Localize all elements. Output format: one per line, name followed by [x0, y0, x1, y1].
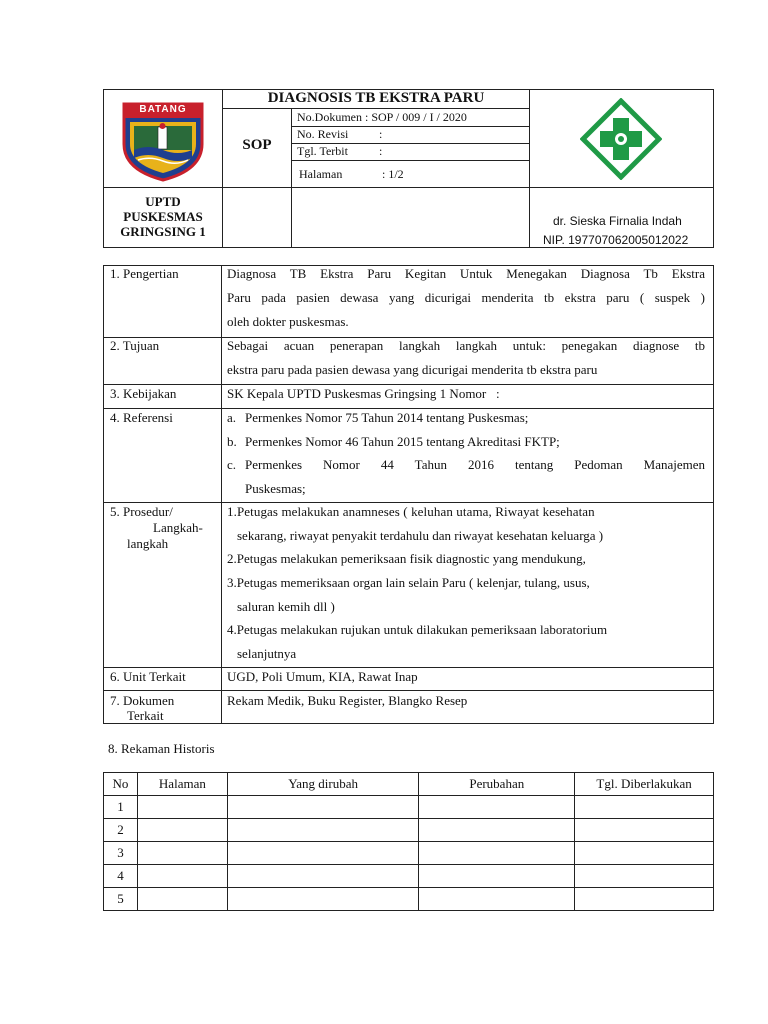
- batang-logo: [120, 100, 206, 182]
- cell: [227, 842, 419, 865]
- cell: [575, 796, 714, 819]
- step-line: 4.Petugas melakukan rujukan untuk dilakukan pemeriksaan laboratorium: [227, 622, 608, 637]
- header-yang-dirubah: Yang dirubah: [227, 773, 419, 796]
- cell: [575, 842, 714, 865]
- row-number: 1: [104, 796, 138, 819]
- cell: [575, 819, 714, 842]
- paragraph-line: oleh dokter puskesmas.: [227, 314, 349, 329]
- paragraph-line: Sebagai acuan penerapan langkah langkah untuk: penegakan diagnose tb: [227, 338, 705, 353]
- cell: [137, 888, 227, 911]
- list-item: Permenkes Nomor 46 Tahun 2015 tentang Akreditasi FKTP;: [245, 434, 560, 449]
- step-line: selanjutnya: [237, 646, 297, 661]
- cell: [227, 819, 419, 842]
- header-tgl-diberlakukan: Tgl. Diberlakukan: [575, 773, 714, 796]
- table-row: [104, 796, 714, 819]
- row-number: 5: [104, 888, 138, 911]
- step-line: 1.Petugas melakukan anamneses ( keluhan utama, Riwayat kesehatan: [227, 504, 595, 519]
- no-revisi-value: :: [379, 127, 383, 141]
- list-marker: c.: [227, 457, 237, 472]
- no-dokumen: No.Dokumen : SOP / 009 / I / 2020: [297, 110, 467, 124]
- cell: [419, 865, 575, 888]
- section-label: 3. Kebijakan: [110, 386, 177, 401]
- list-item: Permenkes Nomor 75 Tahun 2014 tentang Puskesmas;: [245, 410, 529, 425]
- cell: [137, 865, 227, 888]
- paragraph-line: Diagnosa TB Ekstra Paru Kegitan Untuk Menegakan Diagnosa Tb Ekstra: [227, 266, 705, 281]
- paragraph-line: Paru pada pasien dewasa yang dicurigai menderita tb ekstra paru ( suspek ): [227, 290, 705, 305]
- org-line-1: UPTD: [145, 194, 181, 209]
- list-item: Permenkes Nomor 44 Tahun 2016 tentang Pedoman Manajemen: [245, 457, 705, 472]
- kebijakan-text: SK Kepala UPTD Puskesmas Gringsing 1 Nomor :: [227, 386, 500, 401]
- cell: [575, 865, 714, 888]
- history-table: [103, 772, 714, 911]
- halaman-label: Halaman: [299, 167, 343, 181]
- tgl-terbit-label: Tgl. Terbit: [297, 144, 348, 158]
- row-number: 4: [104, 865, 138, 888]
- cell: [227, 865, 419, 888]
- cell: [227, 888, 419, 911]
- cell: [137, 819, 227, 842]
- list-marker: a.: [227, 410, 237, 425]
- cell: [419, 842, 575, 865]
- puskesmas-logo: [580, 98, 662, 180]
- section-label: Terkait: [127, 708, 164, 723]
- cell: [227, 796, 419, 819]
- section-label: 1. Pengertian: [110, 266, 179, 281]
- section-label: 5. Prosedur/: [110, 504, 173, 519]
- org-name: [104, 194, 222, 239]
- step-line: 2.Petugas melakukan pemeriksaan fisik diagnostic yang mendukung,: [227, 551, 586, 566]
- logo-text: BATANG: [139, 104, 187, 115]
- step-line: sekarang, riwayat penyakit terdahulu dan riwayat kesehatan keluarga ): [237, 528, 604, 543]
- org-line-2: PUSKESMAS: [123, 209, 203, 224]
- table-row: [104, 842, 714, 865]
- header-halaman: Halaman: [137, 773, 227, 796]
- table-row: [104, 865, 714, 888]
- paragraph-line: ekstra paru pada pasien dewasa yang dicurigai menderita tb ekstra paru: [227, 362, 598, 377]
- section-label: 4. Referensi: [110, 410, 173, 425]
- cell: [137, 842, 227, 865]
- step-line: saluran kemih dll ): [237, 599, 335, 614]
- section-label: 2. Tujuan: [110, 338, 160, 353]
- halaman-value: : 1/2: [382, 167, 404, 181]
- list-marker: b.: [227, 434, 237, 449]
- cell: [419, 819, 575, 842]
- tgl-terbit-value: :: [379, 144, 383, 158]
- signer-nip: NIP. 197707062005012022: [543, 233, 689, 247]
- dokumen-text: Rekam Medik, Buku Register, Blangko Resep: [227, 693, 468, 708]
- cell: [419, 888, 575, 911]
- header-perubahan: Perubahan: [419, 773, 575, 796]
- section-label: langkah: [127, 536, 169, 551]
- step-line: 3.Petugas memeriksaan organ lain selain Paru ( kelenjar, tulang, usus,: [227, 575, 590, 590]
- header-no: No: [104, 773, 138, 796]
- table-row: [104, 888, 714, 911]
- list-item-continued: Puskesmas;: [245, 481, 306, 496]
- table-header-row: [104, 773, 714, 796]
- document-title: DIAGNOSIS TB EKSTRA PARU: [267, 90, 485, 106]
- row-number: 2: [104, 819, 138, 842]
- sop-label: SOP: [242, 137, 272, 153]
- rekaman-title: 8. Rekaman Historis: [108, 741, 215, 756]
- cell: [419, 796, 575, 819]
- unit-text: UGD, Poli Umum, KIA, Rawat Inap: [227, 669, 418, 684]
- signer-name: dr. Sieska Firnalia Indah: [553, 214, 682, 228]
- cell: [575, 888, 714, 911]
- cell: [137, 796, 227, 819]
- section-label: 7. Dokumen: [110, 693, 175, 708]
- table-row: [104, 819, 714, 842]
- section-label: Langkah-: [153, 520, 203, 535]
- org-line-3: GRINGSING 1: [120, 224, 206, 239]
- row-number: 3: [104, 842, 138, 865]
- section-label: 6. Unit Terkait: [110, 669, 186, 684]
- no-revisi-label: No. Revisi: [297, 127, 349, 141]
